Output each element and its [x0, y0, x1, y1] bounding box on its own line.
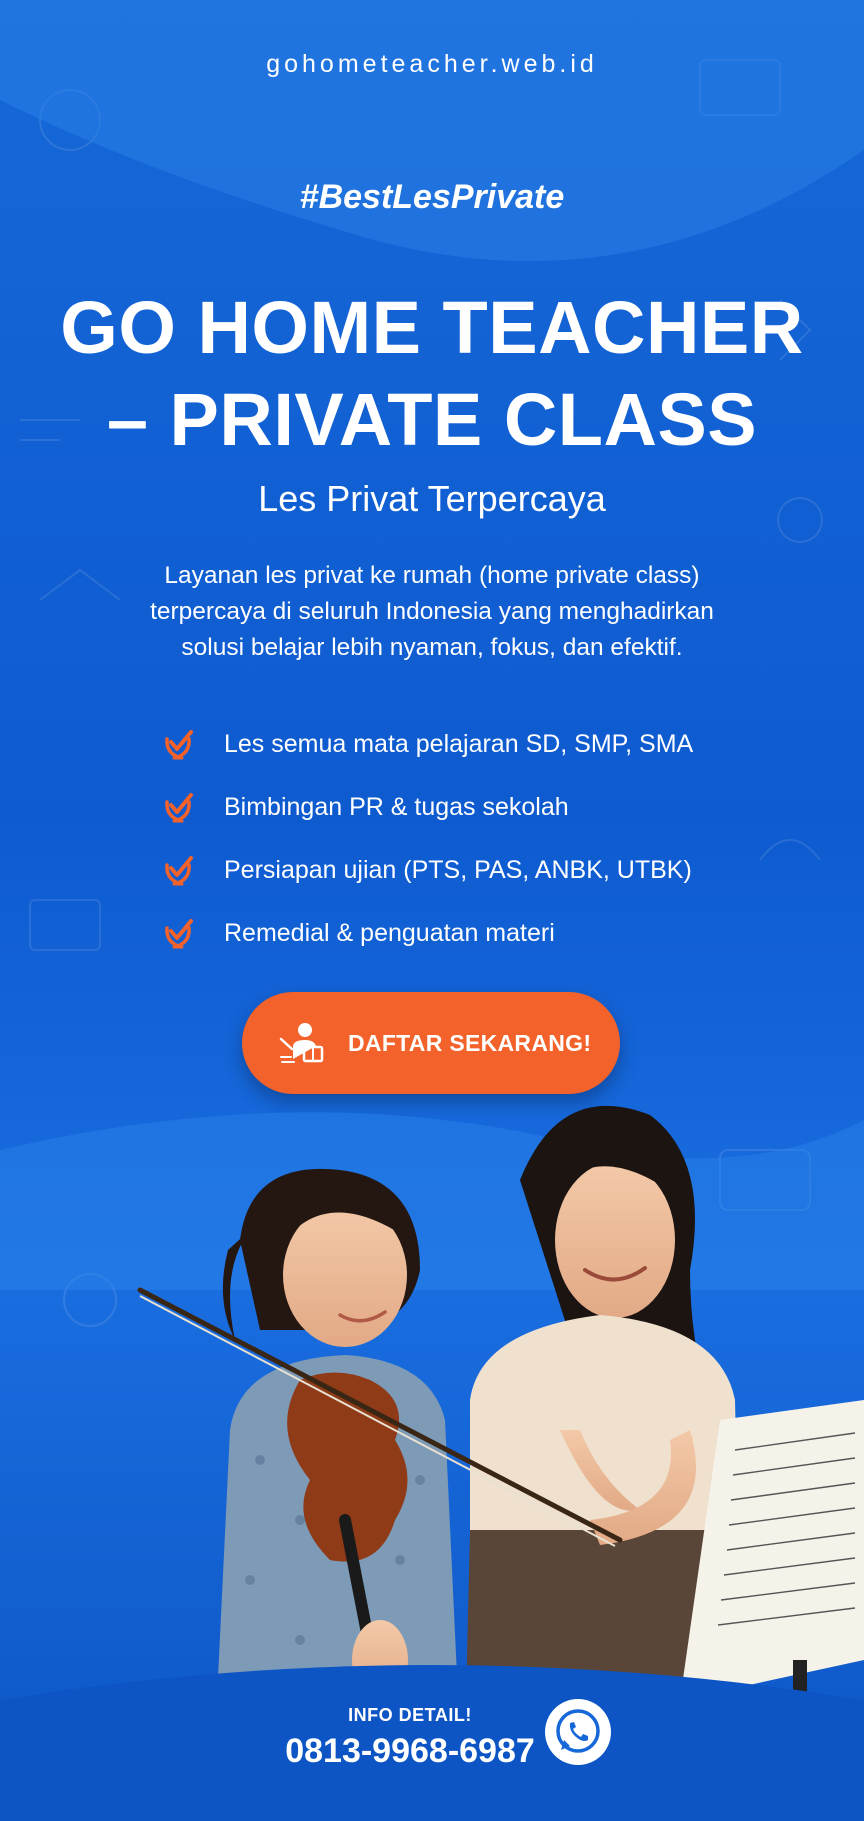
feature-list	[160, 713, 780, 965]
description	[112, 558, 752, 666]
feature-item	[160, 902, 780, 965]
feature-label: Remedial & penguatan materi	[224, 919, 555, 947]
site-url[interactable]: gohometeacher.web.id	[266, 50, 598, 78]
feature-item	[160, 839, 780, 902]
title-line-2: – PRIVATE CLASS	[106, 378, 758, 461]
check-icon	[160, 853, 196, 889]
feature-label: Persiapan ujian (PTS, PAS, ANBK, UTBK)	[224, 856, 692, 884]
top-wave	[0, 0, 864, 300]
feature-label: Bimbingan PR & tugas sekolah	[224, 793, 569, 821]
page-title	[0, 282, 864, 466]
description-line-2: terpercaya di seluruh Indonesia yang menghadirkan	[150, 598, 714, 625]
description-line-1: Layanan les privat ke rumah (home private class)	[164, 562, 700, 589]
teacher-icon	[278, 1019, 326, 1067]
feature-item	[160, 713, 780, 776]
feature-label: Les semua mata pelajaran SD, SMP, SMA	[224, 730, 694, 758]
title-line-1: GO HOME TEACHER	[60, 286, 804, 369]
hashtag: #BestLesPrivate	[299, 178, 565, 216]
check-icon	[160, 916, 196, 952]
description-line-3: solusi belajar lebih nyaman, fokus, dan efektif.	[181, 634, 683, 661]
subtitle: Les Privat Terpercaya	[258, 478, 606, 519]
register-button-label: DAFTAR SEKARANG!	[348, 1029, 592, 1056]
info-label: INFO DETAIL!	[348, 1705, 472, 1725]
register-button[interactable]	[242, 992, 620, 1094]
check-icon	[160, 727, 196, 763]
feature-item	[160, 776, 780, 839]
whatsapp-icon[interactable]	[543, 1697, 613, 1767]
phone-number[interactable]: 0813-9968-6987	[285, 1732, 535, 1770]
check-icon	[160, 790, 196, 826]
teacher-student-illustration	[0, 1100, 864, 1740]
